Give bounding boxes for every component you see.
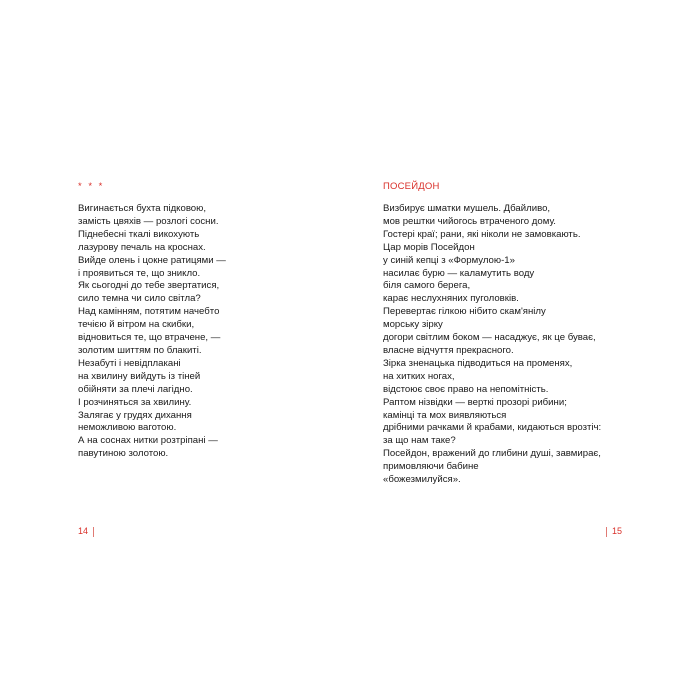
poem-line: Перевертає гілкою нібито скам'янілу (383, 306, 546, 318)
poem-line: мов рештки чийогось втраченого дому. (383, 215, 556, 227)
poem-line: і проявиться те, що зникло. (78, 267, 201, 279)
poem-line: відновиться те, що втрачене, — (78, 332, 221, 344)
poem-text-right (383, 203, 601, 487)
poem-line: неможливою ваготою. (78, 422, 177, 434)
page-number-divider-left (93, 527, 94, 537)
poem-line: Цар морів Посейдон (383, 241, 475, 253)
poem-line: Вигинається бухта підковою, (78, 203, 207, 214)
poem-line: Піднебесні ткалі викохують (78, 228, 200, 240)
poem-line: Як сьогодні до тебе звертатися, (78, 280, 220, 292)
poem-line: біля самого берега, (383, 280, 471, 292)
poem-line: Раптом нізвідки — верткі прозорі рибини; (383, 396, 567, 408)
poem-line: камінці та мох виявляються (383, 409, 507, 421)
poem-line: морську зірку (383, 319, 443, 331)
poem-line: за що нам таке? (383, 435, 456, 447)
poem-line: Вийде олень і цокне ратицями — (78, 254, 226, 266)
poem-line: І розчиняться за хвилину. (78, 396, 192, 408)
poem-line: Визбирує шматки мушель. Дбайливо, (383, 203, 551, 214)
poem-line: на хвилину вийдуть із тіней (78, 370, 201, 382)
poem-line: сило темна чи сило світла? (78, 293, 201, 305)
poem-line: Незабуті і невідплакані (78, 357, 181, 369)
poem-line: павутиною золотою. (78, 448, 169, 460)
poem-line: карає неслухняних пуголовків. (383, 293, 519, 305)
right-page (350, 0, 700, 700)
poem-line: догори світлим боком — насаджує, як це буває, (383, 332, 596, 344)
poem-line: лазурову печаль на кроснах. (78, 241, 206, 253)
poem-line: на хитких ногах, (383, 370, 455, 382)
poem-line: примовляючи бабине (383, 461, 479, 473)
poem-line: обійняти за плечі лагідно. (78, 383, 193, 395)
poem-line: Гостері краї; рани, які ніколи не замовкають. (383, 228, 581, 240)
page-number-right: 15 (612, 526, 623, 536)
poem-line: насилає бурю — каламутить воду (383, 267, 535, 279)
page-number-left: 14 (78, 526, 89, 536)
poem-line: замість цвяхів — розлогі сосни. (78, 215, 219, 227)
poem-title-asterisks: * * * (78, 181, 105, 192)
poem-line: у синій кепці з «Формулою-1» (383, 254, 515, 266)
page-number-divider-right (606, 527, 607, 537)
poem-line: Залягає у грудях дихання (78, 409, 192, 421)
poem-line: А на соснах нитки розтріпані — (78, 435, 218, 447)
poem-line: відстоює своє право на непомітність. (383, 383, 549, 395)
poem-line: Над камінням, потятим начебто (78, 306, 220, 318)
poem-text-left (78, 203, 226, 461)
poem-line: течією й вітром на скибки, (78, 319, 195, 331)
poem-line: власне відчуття прекрасного. (383, 344, 514, 356)
poem-line: Зірка зненацька підводиться на променях, (383, 357, 573, 369)
poem-line: Посейдон, вражений до глибини душі, завмирає, (383, 448, 601, 460)
poem-line: золотим шиттям по блакиті. (78, 344, 202, 356)
poem-line: дрібними рачками й крабами, кидаються врозтіч: (383, 422, 602, 434)
poem-line: «божезмилуйся». (383, 474, 461, 486)
poem-title-poseidon: ПОСЕЙДОН (383, 181, 440, 192)
